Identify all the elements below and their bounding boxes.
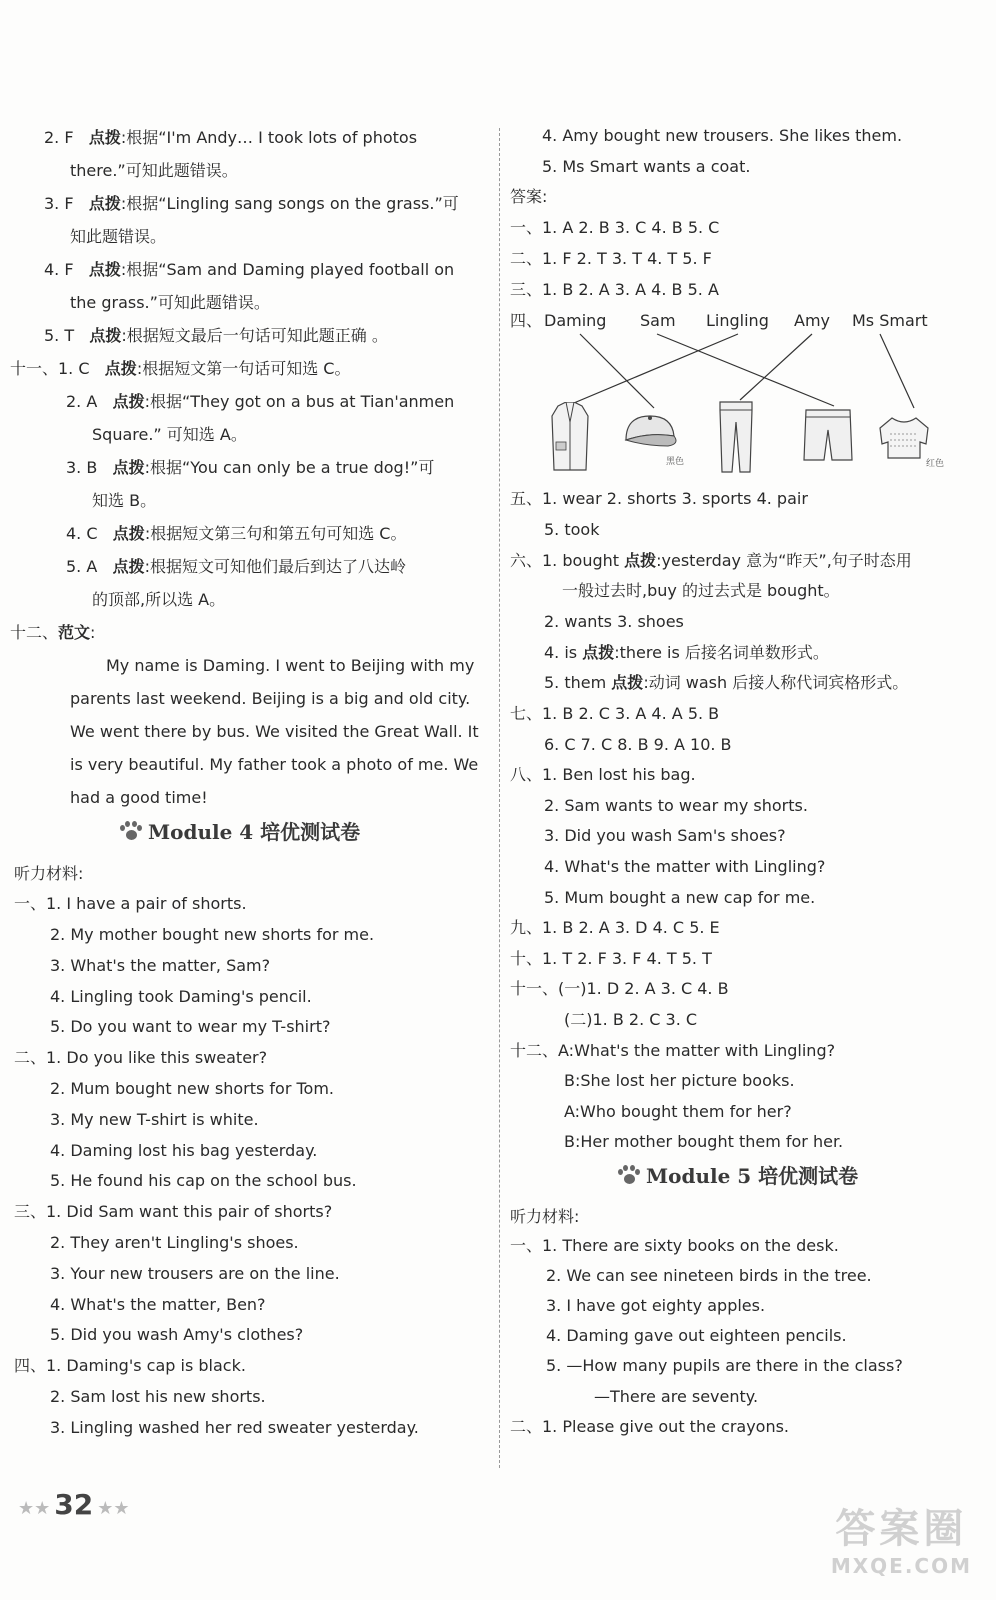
match-name-sam: Sam	[640, 311, 676, 330]
match-line	[880, 334, 914, 408]
list-item: 5. T 点拨:根据短文最后一句话可知此题正确 。	[44, 326, 388, 345]
answers-label: 答案:	[510, 187, 548, 206]
list-item: 5. —How many pupils are there in the class?	[546, 1356, 903, 1375]
list-item: 5. them 点拨:动词 wash 后接人称代词宾格形式。	[544, 673, 909, 692]
list-item: 4. What's the matter, Ben?	[50, 1295, 266, 1314]
list-item: 十、1. T 2. F 3. F 4. T 5. T	[510, 949, 712, 968]
listening-label: 听力材料:	[14, 864, 84, 883]
list-item: 5. A 点拨:根据短文可知他们最后到达了八达岭	[66, 557, 406, 576]
list-item: 4. Daming lost his bag yesterday.	[50, 1141, 318, 1160]
list-item: 一、1. There are sixty books on the desk.	[510, 1236, 839, 1255]
essay-line: had a good time!	[70, 788, 208, 807]
star-icon: ★	[18, 1498, 35, 1519]
star-icon: ★	[34, 1498, 51, 1519]
dialogue-line: B:Her mother bought them for her.	[564, 1132, 844, 1151]
list-item: 四、1. Daming's cap is black.	[14, 1356, 246, 1375]
match-name-daming: Daming	[544, 311, 607, 330]
list-item: 5. Ms Smart wants a coat.	[542, 157, 751, 176]
list-item: 4. C 点拨:根据短文第三句和第五句可知选 C。	[66, 524, 407, 543]
star-icon: ★	[113, 1498, 130, 1519]
list-item: 5. Did you wash Amy's clothes?	[50, 1325, 304, 1344]
list-item: 4. Daming gave out eighteen pencils.	[546, 1326, 847, 1345]
list-item: 4. F 点拨:根据“Sam and Daming played football on	[44, 260, 455, 279]
list-item: 三、1. B 2. A 3. A 4. B 5. A	[510, 280, 719, 299]
cap-color-label: 黑色	[666, 457, 685, 467]
paw-icon	[120, 821, 142, 841]
list-item: 3. B 点拨:根据“You can only be a true dog!”可	[66, 458, 435, 477]
list-item: 4. What's the matter with Lingling?	[544, 857, 826, 876]
list-item: 一、1. A 2. B 3. C 4. B 5. C	[510, 218, 720, 237]
list-item: 2. A 点拨:根据“They got on a bus at Tian'anmen	[66, 392, 455, 411]
list-item: —There are seventy.	[594, 1387, 759, 1406]
list-item: 2. We can see nineteen birds in the tree.	[546, 1266, 872, 1285]
list-item: the grass.”可知此题错误。	[70, 293, 270, 312]
star-icon: ★	[97, 1498, 114, 1519]
match-name-ms-smart: Ms Smart	[852, 311, 928, 330]
watermark-logo: 答案圈	[835, 1506, 968, 1552]
clothes-pictures	[550, 398, 950, 478]
trousers-icon	[716, 400, 756, 474]
match-line	[740, 334, 812, 400]
list-item: 3. Did you wash Sam's shoes?	[544, 826, 786, 845]
list-item: 十一、(一)1. D 2. A 3. C 4. B	[510, 979, 729, 998]
list-item: 2. Sam lost his new shorts.	[50, 1387, 266, 1406]
list-item: 5. Mum bought a new cap for me.	[544, 888, 816, 907]
list-item: 一、1. I have a pair of shorts.	[14, 894, 247, 913]
list-item: 二、1. Please give out the crayons.	[510, 1417, 790, 1436]
list-item: 3. Your new trousers are on the line.	[50, 1264, 340, 1283]
coat-icon	[550, 402, 590, 474]
essay-line: is very beautiful. My father took a photo of me. We	[70, 755, 479, 774]
watermark-url: MXQE.COM	[830, 1554, 972, 1578]
list-item: 三、1. Did Sam want this pair of shorts?	[14, 1202, 333, 1221]
list-item: 5. He found his cap on the school bus.	[50, 1171, 357, 1190]
watermark	[831, 1497, 972, 1578]
match-name-amy: Amy	[794, 311, 830, 330]
list-item: 2. Mum bought new shorts for Tom.	[50, 1079, 335, 1098]
list-item: 2. wants 3. shoes	[544, 612, 684, 631]
essay-line: My name is Daming. I went to Beijing with my	[106, 656, 475, 675]
sweater-icon	[876, 414, 932, 460]
list-item: 3. My new T-shirt is white.	[50, 1110, 259, 1129]
paw-icon	[618, 1165, 640, 1185]
list-item: 4. Lingling took Daming's pencil.	[50, 987, 312, 1006]
dialogue-line: 十二、A:What's the matter with Lingling?	[510, 1041, 836, 1060]
list-item: 知此题错误。	[70, 227, 167, 246]
match-name-lingling: Lingling	[706, 311, 769, 330]
module-5-title: Module 5 培优测试卷	[618, 1164, 858, 1188]
module-4-title: Module 4 培优测试卷	[120, 820, 360, 844]
list-item: 3. What's the matter, Sam?	[50, 956, 271, 975]
listening-label: 听力材料:	[510, 1207, 580, 1226]
essay-line: parents last weekend. Beijing is a big and old city.	[70, 689, 471, 708]
essay-line: We went there by bus. We visited the Great Wall. It	[70, 722, 479, 741]
list-item: 5. took	[544, 520, 600, 539]
list-item: 2. My mother bought new shorts for me.	[50, 925, 375, 944]
list-item: 5. Do you want to wear my T-shirt?	[50, 1017, 331, 1036]
list-item: 九、1. B 2. A 3. D 4. C 5. E	[510, 918, 720, 937]
match-line	[580, 334, 654, 408]
list-item: 二、1. F 2. T 3. T 4. T 5. F	[510, 249, 712, 268]
list-item: (二)1. B 2. C 3. C	[564, 1010, 698, 1029]
list-item: 2. Sam wants to wear my shorts.	[544, 796, 808, 815]
list-item: 二、1. Do you like this sweater?	[14, 1048, 268, 1067]
sweater-color-label: 红色	[926, 459, 945, 469]
shorts-icon	[802, 408, 854, 464]
dialogue-line: B:She lost her picture books.	[564, 1071, 795, 1090]
list-item: 十二、范文:	[10, 623, 96, 642]
list-item: 一般过去时,buy 的过去式是 bought。	[562, 581, 840, 600]
list-item: 六、1. bought 点拨:yesterday 意为“昨天”,句子时态用	[510, 551, 912, 570]
list-item: 知选 B。	[92, 491, 157, 510]
list-item: 2. They aren't Lingling's shoes.	[50, 1233, 299, 1252]
list-item: 4. is 点拨:there is 后接名词单数形式。	[544, 643, 829, 662]
dialogue-line: A:Who bought them for her?	[564, 1102, 792, 1121]
matching-prefix: 四、	[510, 311, 543, 330]
list-item: 3. F 点拨:根据“Lingling sang songs on the grass.”可	[44, 194, 459, 213]
list-item: 五、1. wear 2. shorts 3. sports 4. pair	[510, 489, 808, 508]
match-line	[562, 334, 738, 408]
list-item: 2. F 点拨:根据“I'm Andy… I took lots of photos	[44, 128, 418, 147]
list-item: 6. C 7. C 8. B 9. A 10. B	[544, 735, 732, 754]
list-item: 十一、1. C 点拨:根据短文第一句话可知选 C。	[10, 359, 351, 378]
list-item: 3. Lingling washed her red sweater yesterday.	[50, 1418, 419, 1437]
page-number: ★★ 32 ★★	[18, 1488, 130, 1521]
column-divider	[499, 128, 500, 1468]
list-item: 七、1. B 2. C 3. A 4. A 5. B	[510, 704, 720, 723]
list-item: there.”可知此题错误。	[70, 161, 238, 180]
list-item: 的顶部,所以选 A。	[92, 590, 226, 609]
cap-icon	[620, 412, 682, 456]
list-item: 八、1. Ben lost his bag.	[510, 765, 696, 784]
list-item: Square.” 可知选 A。	[92, 425, 247, 444]
list-item: 3. I have got eighty apples.	[546, 1296, 766, 1315]
list-item: 4. Amy bought new trousers. She likes them.	[542, 126, 903, 145]
